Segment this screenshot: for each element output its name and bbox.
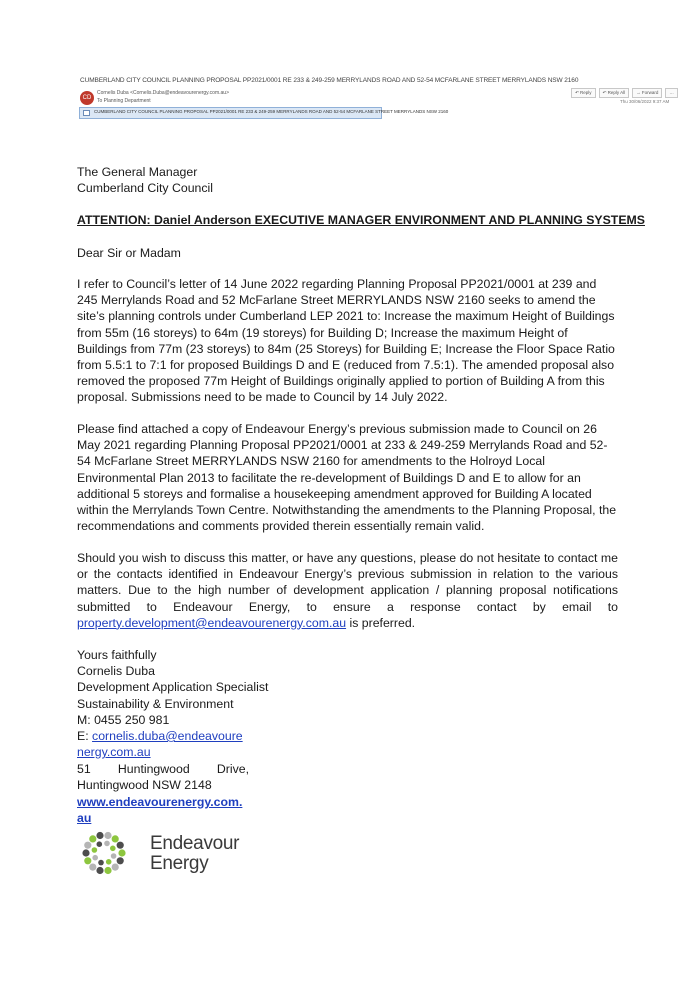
logo-line-2: Energy <box>150 853 209 874</box>
closing: Yours faithfully <box>77 648 157 662</box>
paragraph-1: I refer to Council’s letter of 14 June 2022 regarding Planning Proposal PP2021/0001 at 239 and 245 Merrylands Road and 52 McFarlane Street MERRYLANDS NSW 2160 seeks to amend the site’s planning controls under Cumberland LEP 2021 to: Increase the maximum Height of Buildings from 55m (16 storeys) to 64m (19 storeys) for Building D; Increase the maximum Height of Buildings from 77m (23 storeys) to 84m (25 Storeys) for Building E; Increase the Floor Space Ratio from 5.5:1 to 7:1 for proposed Buildings D and E (reduced from 7.5:1). The amended proposal also removed the proposed 77m Height of Buildings originally applied to portion of Building A from this proposal. Submissions need to be made to Council by 14 July 2022. <box>77 277 615 405</box>
logo-dot <box>98 860 104 866</box>
logo-line-1: Endeavour <box>150 833 240 854</box>
logo-dot <box>112 835 119 842</box>
logo-dot <box>118 849 125 856</box>
logo-wordmark <box>150 834 239 874</box>
email-date: Thu 30/06/2022 9:37 AM <box>620 99 670 104</box>
salutation: Dear Sir or Madam <box>77 246 181 260</box>
reply-all-button[interactable]: ↶ Reply All <box>599 88 630 98</box>
logo-dot <box>97 841 103 847</box>
reply-button[interactable]: ↶ Reply <box>571 88 596 98</box>
logo-dot <box>117 857 124 864</box>
attachment-chip[interactable] <box>79 107 449 119</box>
property-development-email-link[interactable]: property.development@endeavourenergy.com.au <box>77 615 347 630</box>
attachment-name: CUMBERLAND CITY COUNCIL PLANNING PROPOSAL PP2021/0001 RE 233 & 249-259 MERRYLANDS ROAD AND 52-54 MCFARLANE STREET MERRYLANDS NSW 2160 <box>94 109 449 114</box>
logo-dot <box>104 841 110 847</box>
logo-dot <box>82 849 89 856</box>
logo-dot <box>110 846 116 852</box>
signature-title: Development Application Specialist <box>77 680 269 694</box>
address-line-1: 51 Huntingwood Drive, <box>77 762 249 776</box>
logo-dot <box>111 853 117 859</box>
signature-name: Cornelis Duba <box>77 664 155 678</box>
logo-dot <box>89 864 96 871</box>
email-prefix: E: <box>77 729 93 743</box>
paragraph-3-text: Should you wish to discuss this matter, or have any questions, please do not hesitate to contact me or the contacts identified in Endeavour Energy’s previous submission in relation to the various matters. Due to the high number of development application / planning proposal notifications submitted to Endeavour Energy, to ensure a response contact by email to <box>77 551 618 614</box>
signature-department: Sustainability & Environment <box>77 697 234 711</box>
address-line-2: Huntingwood NSW 2148 <box>77 778 212 792</box>
mail-action-bar <box>571 88 678 98</box>
signature-email-line <box>77 728 249 760</box>
logo-dot <box>92 855 98 861</box>
paragraph-2: Please find attached a copy of Endeavour Energy’s previous submission made to Council on 26 May 2021 regarding Planning Proposal PP2021/0001 at 233 & 249-259 Merrylands Road and 52-54 McFarlane Street MERRYLANDS NSW 2160 for amendments to the Holroyd Local Environmental Plan 2013 to facilitate the re-development of Buildings D and E to allow for an additional 5 storeys and formalise a housekeeping amendment approved for Building A located within the Merrylands Town Centre. Notwithstanding the amendments to the Planning Proposal, the recommendations and comments provided therein essentially remain valid. <box>77 422 617 534</box>
addressee-line-1: The General Manager <box>77 165 198 179</box>
forward-button[interactable]: → Forward <box>632 88 662 98</box>
logo-dot <box>92 847 98 853</box>
sender-avatar[interactable]: CD <box>80 91 94 105</box>
logo-dot <box>104 832 111 839</box>
logo-dot <box>84 842 91 849</box>
signature-mobile: M: 0455 250 981 <box>77 713 170 727</box>
logo-dot <box>96 832 103 839</box>
logo-dot <box>117 842 124 849</box>
preferred-suffix: is preferred. <box>346 615 416 630</box>
logo-dot <box>104 867 111 874</box>
logo-dot <box>84 857 91 864</box>
more-icon[interactable]: … <box>665 88 678 98</box>
attention-line: ATTENTION: Daniel Anderson EXECUTIVE MANAGER ENVIRONMENT AND PLANNING SYSTEMS <box>77 213 645 227</box>
addressee-line-2: Cumberland City Council <box>77 181 214 195</box>
email-to: To Planning Department <box>97 98 151 104</box>
logo-dot <box>106 859 112 865</box>
website-link[interactable]: www.endeavourenergy.com.au <box>77 795 243 826</box>
logo-dot <box>89 835 96 842</box>
logo-dot <box>96 867 103 874</box>
email-subject: CUMBERLAND CITY COUNCIL PLANNING PROPOSAL PP2021/0001 RE 233 & 249-259 MERRYLANDS ROAD AND 52-54 MCFARLANE STREET MERRYLANDS NSW 2160 <box>80 77 579 84</box>
logo-dot <box>112 864 119 871</box>
paragraph-3 <box>77 550 618 631</box>
pdf-icon <box>83 110 90 116</box>
email-from[interactable]: Cornelis Duba <Cornelis.Duba@endeavourenergy.com.au> <box>97 90 230 96</box>
signature-email-link[interactable]: cornelis.duba@endeavourenergy.com.au <box>77 729 243 760</box>
